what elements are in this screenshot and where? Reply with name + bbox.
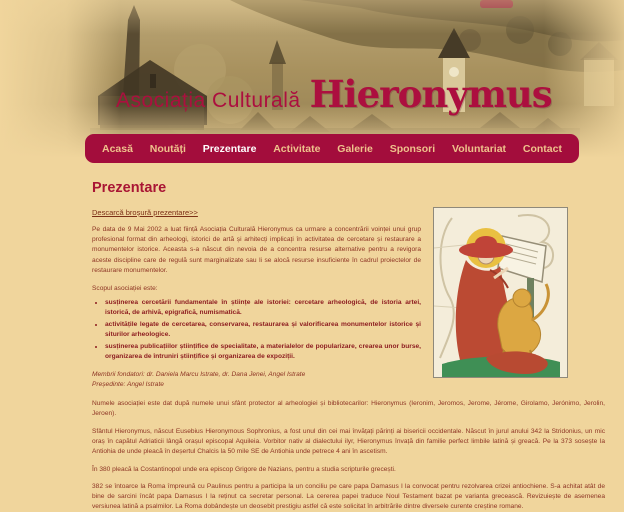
- goals-label: Scopul asociației este:: [92, 285, 158, 293]
- site-header: [0, 0, 624, 163]
- site-title-brand: Hieronymus: [309, 72, 552, 116]
- site-title: [116, 72, 552, 116]
- name-origin-paragraph: Numele asociației este dat după numele unui sfânt protector al arheologiei și bibliotecarilor: Hieronymus (Ieronim, Jeromos, Jerome, Jérome, Girolamo, Jerónimo, Jerolin, Jeroen).: [92, 399, 605, 417]
- nav-item-sponsori[interactable]: Sponsori: [389, 142, 436, 155]
- saint-jerome-illustration: [433, 207, 568, 378]
- nav-item-contact[interactable]: Contact: [522, 142, 562, 155]
- goal-item: • activitățile legate de cercetarea, conservarea, restaurarea și valorificarea monumentelor istorice și siturilor arheologice.: [105, 320, 605, 340]
- download-brochure-link[interactable]: Descarcă broșură prezentare>>: [92, 208, 198, 217]
- intro-paragraph: Pe data de 9 Mai 2002 a luat ființă Asociația Culturală Hieronymus ca urmare a concentrării voinței unui grup profesional format din arheologi, istorici de artă și arhitecți implicați în activitatea de cercetare și restaurare a monumentelor istorice. Aceasta s-a născut din nevoia de a concentra resurse alternative pentru a revigora aceste discipline care de regulă sunt marginalizate sau li se alocă resurse insuficiente în cadrul proiectelor de restaurare monumentelor.: [92, 226, 421, 274]
- bio-paragraph-1: Sfântul Hieronymus, născut Eusebius Hieronymous Sophronius, a fost unul din cei mai învățați părinți ai bisericii occidentale. Născut în jurul anului 342 la Stridonius, un mic oraș în capătul Adriaticii lângă orașul episcopal Aquileia. Vorbitor nativ al dialectului ilyr, Hieronymus învață din familie perfect limbile latină și greacă. Pe la 373 sosește la Antiohia de unde pleacă în deșertul Chalcis la 50 mile SE de Antiohia unde petrece 4 ani în ascetism.: [92, 428, 605, 456]
- main-content: [0, 163, 624, 512]
- president-line: Președinte: Angel Istrate: [92, 381, 164, 389]
- founders-line: Membrii fondatori: dr. Daniela Marcu Istrate, dr. Dana Jenei, Angel Istrate: [92, 371, 306, 379]
- bio-paragraph-2: În 380 pleacă la Costantinopol unde era episcop Grigore de Nazians, pentru a studia scripturile grecești.: [92, 465, 396, 473]
- nav-item-prezentare[interactable]: Prezentare: [202, 142, 257, 155]
- nav-item-galerie[interactable]: Galerie: [337, 142, 373, 155]
- goal-item: • susținerea cercetării fundamentale în științe ale istoriei: cercetare arheologică, de istoria artei, istorică, de arhivă, epigrafică, numismatică.: [105, 298, 605, 318]
- bio-paragraph-3: 382 se întoarce la Roma împreună cu Paulinus pentru a participa la un conciliu pe care papa Damasus I la convocat pentru rezolvarea crizei antiochiene. S-a achitat atât de bine de sarcini încât papa Damasus I la reținut ca secretar personal. La cererea papei traduce Noul Testament bazat pe varianta grecească. Revizuiește de asemenea versiunea latină a psalmilor. La Roma dobândește un deosebit prestigiu astfel că este solicitat în arbitrările dintre diversele curente creștine romane.: [92, 482, 605, 511]
- nav-item-activitate[interactable]: Activitate: [273, 142, 321, 155]
- nav-item-noutati[interactable]: Noutăți: [149, 142, 186, 155]
- page-title: Prezentare: [92, 180, 167, 196]
- nav-item-voluntariat[interactable]: Voluntariat: [452, 142, 507, 155]
- site-title-prefix: Asociația Culturală: [116, 89, 301, 112]
- goal-item: • susținerea publicațiilor științifice de specialitate, a materialelor de popularizare, crearea unor burse, organizarea de întruniri științifice și organizarea de expoziții.: [105, 342, 605, 362]
- main-nav: [85, 134, 579, 163]
- nav-item-acasa[interactable]: Acasă: [102, 142, 133, 155]
- saint-jerome-with-lion-drawing: [434, 208, 567, 377]
